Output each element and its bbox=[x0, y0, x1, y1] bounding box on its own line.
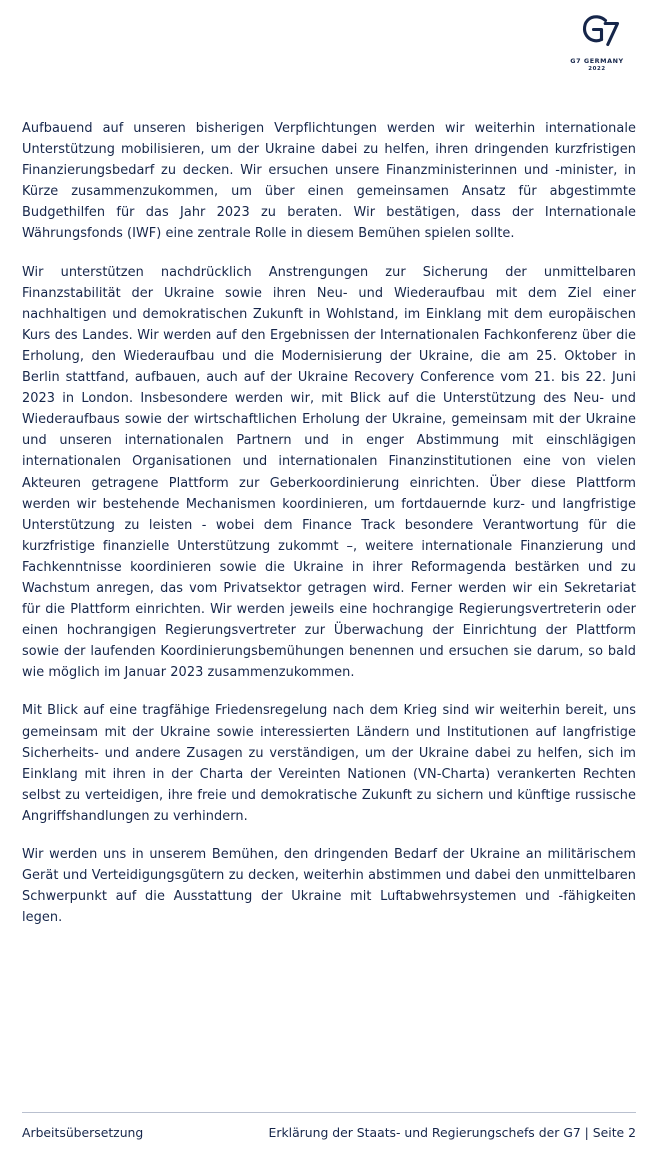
page-footer bbox=[22, 1112, 636, 1148]
g7-logo-caption: G7 GERMANY bbox=[570, 57, 624, 65]
page-header bbox=[0, 0, 658, 100]
g7-logo-mark-icon bbox=[560, 14, 634, 56]
footer-divider bbox=[22, 1112, 636, 1113]
paragraph: Wir werden uns in unserem Bemühen, den dringenden Bedarf der Ukraine an militärischem Gerät und Verteidigungsgütern zu decken, weiterhin abstimmen und dabei den unmittelbaren Schwerpunkt auf die Ausstattung der Ukraine mit Luftabwehrsystemen und -fähigkeiten legen. bbox=[22, 847, 636, 926]
document-body bbox=[22, 118, 636, 928]
g7-germany-logo bbox=[560, 14, 634, 72]
footer-translation-note: Arbeitsübersetzung bbox=[22, 1125, 144, 1140]
footer-title-and-page: Erklärung der Staats- und Regierungschefs der G7 | Seite 2 bbox=[268, 1125, 636, 1140]
g7-logo-year: 2022 bbox=[588, 66, 606, 72]
paragraph: Aufbauend auf unseren bisherigen Verpflichtungen werden wir weiterhin internationale Unterstützung mobilisieren, um der Ukraine dabei zu helfen, ihren dringenden kurzfristigen Finanzierungsbedarf zu decken. Wir ersuchen unsere Finanzministerinnen und -minister, in Kürze zusammenzukommen, um über einen gemeinsamen Ansatz für abgestimmte Budgethilfen für das Jahr 2023 zu beraten. Wir bestätigen, dass der Internationale Währungsfonds (IWF) eine zentrale Rolle in diesem Bemühen spielen sollte. bbox=[22, 121, 636, 242]
paragraph: Wir unterstützen nachdrücklich Anstrengungen zur Sicherung der unmittelbaren Finanzstabilität der Ukraine sowie ihren Neu- und Wiederaufbau mit dem Ziel einer nachhaltigen und demokratischen Zukunft in Wohlstand, im Einklang mit dem europäischen Kurs des Landes. Wir werden auf den Ergebnissen der Internationalen Fachkonferenz über die Erholung, den Wiederaufbau und die Modernisierung der Ukraine, die am 25. Oktober in Berlin stattfand, aufbauen, auch auf der Ukraine Recovery Conference vom 21. bis 22. Juni 2023 in London. Insbesondere werden wir, mit Blick auf die Unterstützung des Neu- und Wiederaufbaus sowie der wirtschaftlichen Erholung der Ukraine, gemeinsam mit der Ukraine und unseren internationalen Partnern und in enger Abstimmung mit einschlägigen internationalen Organisationen und internationalen Finanzinstitutionen eine von vielen Akteuren getragene Plattform zur Geberkoordinierung einrichten. Über diese Plattform werden wir bestehende Mechanismen koordinieren, um fortdauernde kurz- und langfristige Unterstützung zu leisten - wobei dem Finance Track besondere Verantwortung für die kurzfristige finanzielle Unterstützung zukommt –, weitere internationale Finanzierung und Fachkenntnisse koordinieren sowie die Ukraine in ihrer Reformagenda bestärken und zu Wachstum anregen, das vom Privatsektor getragen wird. Ferner werden wir ein Sekretariat für die Plattform einrichten. Wir werden jeweils eine hochrangige Regierungsvertreterin oder einen hochrangigen Regierungsvertreter zur Überwachung der Einrichtung der Plattform sowie der laufenden Koordinierungsbemühungen benennen und ersuchen sie darum, so bald wie möglich im Januar 2023 zusammenzukommen. bbox=[22, 264, 636, 681]
paragraph: Mit Blick auf eine tragfähige Friedensregelung nach dem Krieg sind wir weiterhin bereit, uns gemeinsam mit der Ukraine sowie interessierten Ländern und Institutionen auf langfristige Sicherheits- und andere Zusagen zu verständigen, um der Ukraine dabei zu helfen, sich im Einklang mit ihren in der Charta der Vereinten Nationen (VN-Charta) verankerten Rechten selbst zu verteidigen, ihre freie und demokratische Zukunft zu sichern und künftige russische Angriffshandlungen zu verhindern. bbox=[22, 703, 636, 824]
